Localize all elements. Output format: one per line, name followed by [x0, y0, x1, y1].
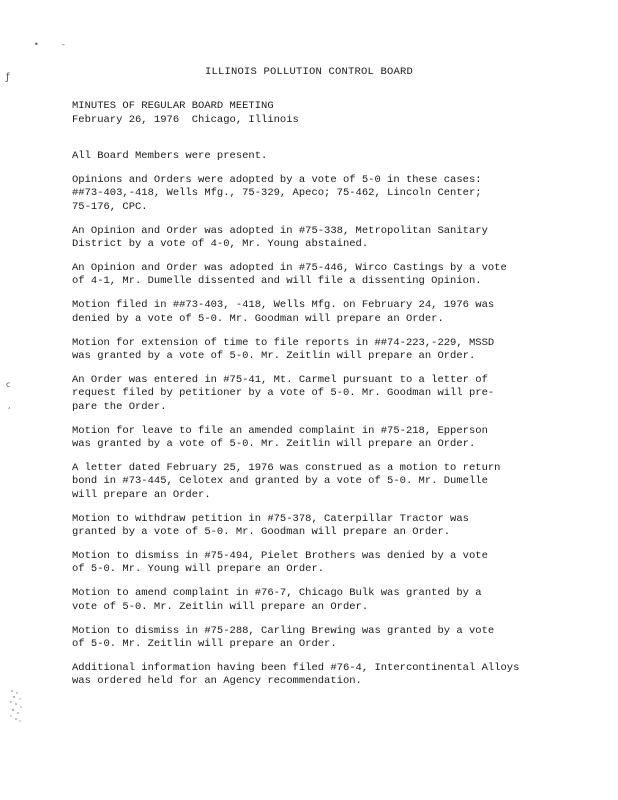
paragraph-intercontinental-held: Additional information having been filed #76-4, Intercontinental Alloys was ordered held for an Agency recommendation. [72, 661, 520, 688]
paragraph-opinions-adopted: Opinions and Orders were adopted by a vote of 5-0 in these cases: ##73-403,-418, Wells Mfg., 75-329, Apeco; 75-462, Lincoln Center; 75-176, CPC. [72, 173, 482, 213]
scan-speck: ƒ [6, 72, 10, 83]
paragraph-mt-carmel-order: An Order was entered in #75-41, Mt. Carmel pursuant to a letter of request filed by petitioner by a vote of 5-0. Mr. Goodman will pre- pare the Order. [72, 373, 495, 413]
board-name-heading: ILLINOIS POLLUTION CONTROL BOARD [204, 66, 414, 78]
scan-speckles [8, 688, 26, 724]
scan-speck: c [6, 380, 11, 389]
paragraph-celotex-bond: A letter dated February 25, 1976 was construed as a motion to return bond in #73-445, Celotex and granted by a vote of 5-0. Mr. Dumelle will prepare an Order. [72, 461, 501, 501]
paragraph-msd-extension: Motion for extension of time to file reports in ##74-223,-229, MSSD was granted by a vote of 5-0. Mr. Zeitlin will prepare an Order. [72, 336, 495, 362]
paragraph-epperson-motion: Motion for leave to file an amended complaint in #75-218, Epperson was granted by a vote of 5-0. Mr. Zeitlin will prepare an Order. [72, 424, 488, 450]
paragraph-wirco-opinion: An Opinion and Order was adopted in #75-446, Wirco Castings by a vote of 4-1, Mr. Dumelle dissented and will file a dissenting Opinion. [72, 261, 507, 288]
paragraph-wells-motion: Motion filed in ##73-403, -418, Wells Mfg. on February 24, 1976 was denied by a vote of 5-0. Mr. Goodman will prepare an Order. [72, 299, 495, 325]
paragraph-caterpillar-withdraw: Motion to withdraw petition in #75-378, Caterpillar Tractor was granted by a vote of 5-0. Mr. Goodman will prepare an Order. [72, 512, 469, 539]
paragraph-carling-dismiss: Motion to dismiss in #75-288, Carling Brewing was granted by a vote of 5-0. Mr. Zeitlin will prepare an Order. [72, 624, 495, 650]
paragraph-chicago-bulk-amend: Motion to amend complaint in #76-7, Chicago Bulk was granted by a vote of 5-0. Mr. Zeitlin will prepare an Order. [72, 587, 482, 613]
scan-speck: ‘ [8, 406, 11, 415]
paragraph-msd-opinion: An Opinion and Order was adopted in #75-338, Metropolitan Sanitary District by a vote of 4-0, Mr. Young abstained. [72, 224, 488, 251]
paragraph-pielet-dismiss: Motion to dismiss in #75-494, Pielet Brothers was denied by a vote of 5-0. Mr. Young will prepare an Order. [72, 549, 488, 576]
minutes-header [72, 100, 299, 127]
scan-speck: • [34, 40, 39, 49]
minutes-body [72, 150, 572, 699]
paragraph-attendance: All Board Members were present. [72, 150, 268, 162]
meeting-date-location: February 26, 1976 Chicago, Illinois [72, 113, 299, 126]
scan-speck: - [62, 40, 65, 49]
minutes-title: MINUTES OF REGULAR BOARD MEETING [72, 100, 274, 112]
